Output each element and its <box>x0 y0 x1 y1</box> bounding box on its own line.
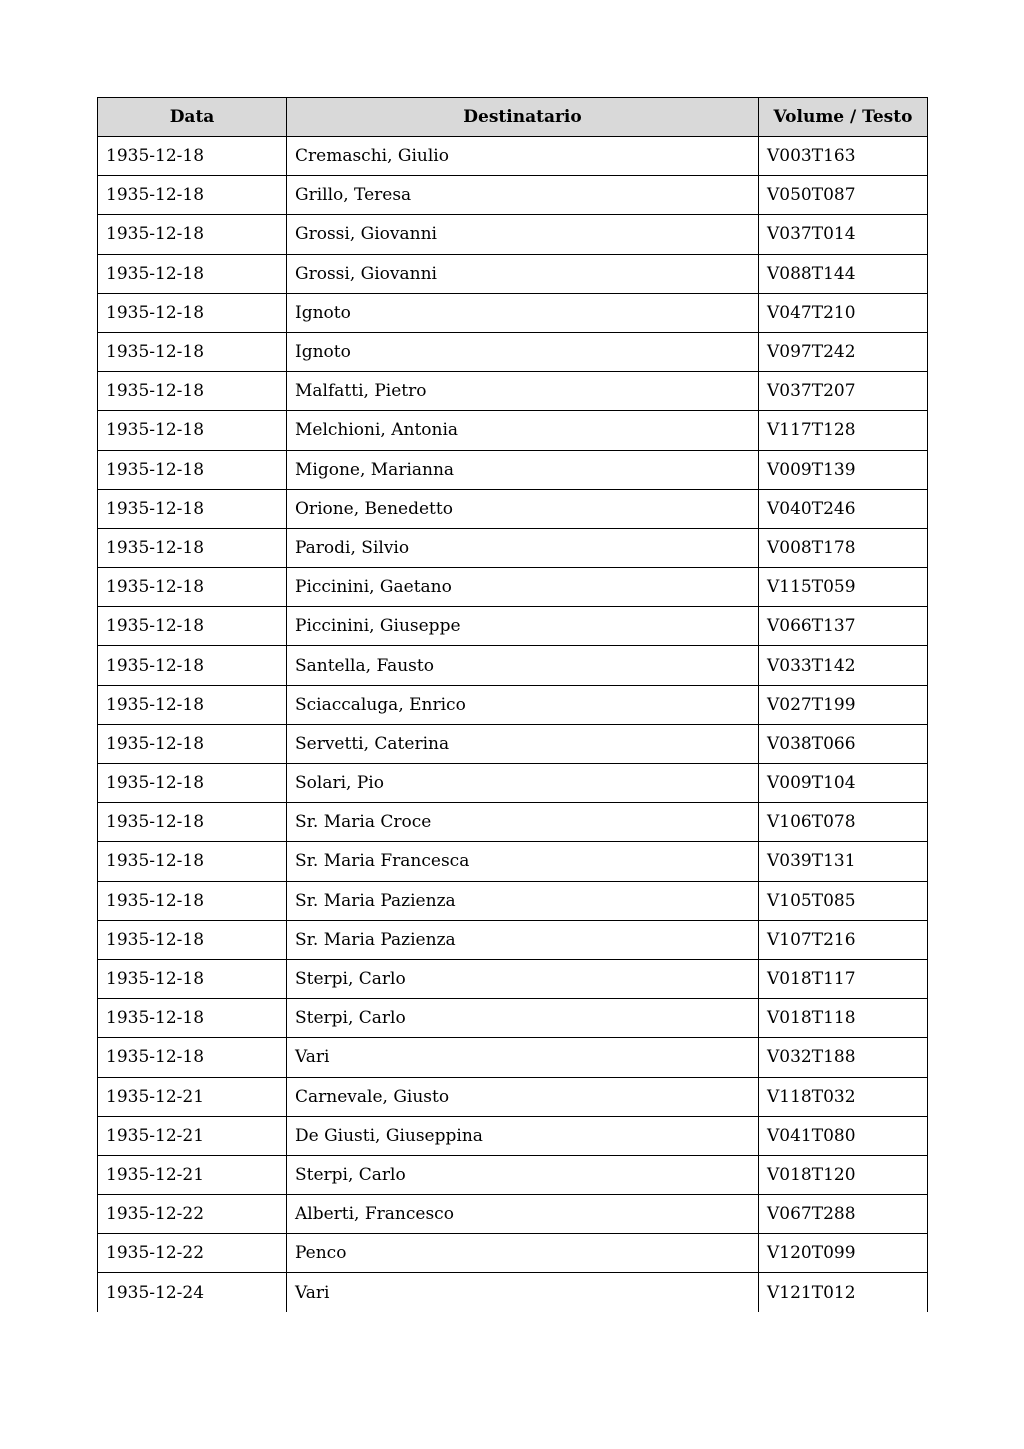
cell-date: 1935-12-24 <box>98 1273 287 1312</box>
table-row <box>98 568 928 607</box>
table-row <box>98 372 928 411</box>
cell-date: 1935-12-18 <box>98 489 287 528</box>
cell-volume: V027T199 <box>759 685 928 724</box>
cell-volume: V097T242 <box>759 332 928 371</box>
cell-volume: V066T137 <box>759 607 928 646</box>
cell-date: 1935-12-18 <box>98 803 287 842</box>
cell-recipient: Orione, Benedetto <box>287 489 759 528</box>
cell-volume: V041T080 <box>759 1116 928 1155</box>
header-date: Data <box>98 98 287 137</box>
table-row <box>98 1155 928 1194</box>
cell-volume: V018T120 <box>759 1155 928 1194</box>
table-row <box>98 764 928 803</box>
cell-volume: V037T014 <box>759 215 928 254</box>
table-body <box>98 137 928 1313</box>
table-row <box>98 646 928 685</box>
cell-volume: V037T207 <box>759 372 928 411</box>
cell-volume: V067T288 <box>759 1195 928 1234</box>
table-row <box>98 254 928 293</box>
table-row <box>98 137 928 176</box>
cell-recipient: Penco <box>287 1234 759 1273</box>
cell-recipient: Migone, Marianna <box>287 450 759 489</box>
cell-volume: V009T139 <box>759 450 928 489</box>
cell-volume: V040T246 <box>759 489 928 528</box>
cell-date: 1935-12-22 <box>98 1195 287 1234</box>
cell-recipient: Melchioni, Antonia <box>287 411 759 450</box>
table-row <box>98 999 928 1038</box>
cell-recipient: Piccinini, Giuseppe <box>287 607 759 646</box>
cell-recipient: Sr. Maria Pazienza <box>287 920 759 959</box>
cell-date: 1935-12-18 <box>98 920 287 959</box>
cell-recipient: Carnevale, Giusto <box>287 1077 759 1116</box>
table-row <box>98 293 928 332</box>
table-row <box>98 920 928 959</box>
table-row <box>98 450 928 489</box>
cell-date: 1935-12-21 <box>98 1077 287 1116</box>
cell-date: 1935-12-18 <box>98 842 287 881</box>
cell-recipient: Grossi, Giovanni <box>287 215 759 254</box>
table-row <box>98 1116 928 1155</box>
cell-volume: V008T178 <box>759 528 928 567</box>
cell-date: 1935-12-22 <box>98 1234 287 1273</box>
table-row <box>98 1234 928 1273</box>
cell-date: 1935-12-18 <box>98 999 287 1038</box>
table-row <box>98 1195 928 1234</box>
cell-volume: V033T142 <box>759 646 928 685</box>
header-recipient: Destinatario <box>287 98 759 137</box>
cell-volume: V003T163 <box>759 137 928 176</box>
cell-date: 1935-12-18 <box>98 607 287 646</box>
table-row <box>98 685 928 724</box>
cell-recipient: Malfatti, Pietro <box>287 372 759 411</box>
cell-date: 1935-12-18 <box>98 764 287 803</box>
cell-volume: V117T128 <box>759 411 928 450</box>
cell-recipient: Parodi, Silvio <box>287 528 759 567</box>
cell-date: 1935-12-18 <box>98 137 287 176</box>
cell-volume: V121T012 <box>759 1273 928 1312</box>
cell-volume: V107T216 <box>759 920 928 959</box>
cell-date: 1935-12-21 <box>98 1116 287 1155</box>
cell-date: 1935-12-18 <box>98 176 287 215</box>
cell-volume: V115T059 <box>759 568 928 607</box>
cell-date: 1935-12-18 <box>98 450 287 489</box>
cell-recipient: Santella, Fausto <box>287 646 759 685</box>
table-row <box>98 176 928 215</box>
cell-date: 1935-12-18 <box>98 254 287 293</box>
table-row <box>98 724 928 763</box>
cell-volume: V106T078 <box>759 803 928 842</box>
cell-recipient: Solari, Pio <box>287 764 759 803</box>
cell-recipient: Sciaccaluga, Enrico <box>287 685 759 724</box>
cell-volume: V009T104 <box>759 764 928 803</box>
cell-volume: V118T032 <box>759 1077 928 1116</box>
table-row <box>98 959 928 998</box>
header-row <box>98 98 928 137</box>
table-row <box>98 607 928 646</box>
cell-recipient: Sr. Maria Francesca <box>287 842 759 881</box>
cell-date: 1935-12-18 <box>98 959 287 998</box>
cell-date: 1935-12-21 <box>98 1155 287 1194</box>
cell-date: 1935-12-18 <box>98 293 287 332</box>
cell-recipient: Sterpi, Carlo <box>287 999 759 1038</box>
cell-recipient: De Giusti, Giuseppina <box>287 1116 759 1155</box>
cell-recipient: Sr. Maria Pazienza <box>287 881 759 920</box>
cell-date: 1935-12-18 <box>98 332 287 371</box>
table-row <box>98 528 928 567</box>
cell-recipient: Grossi, Giovanni <box>287 254 759 293</box>
cell-volume: V032T188 <box>759 1038 928 1077</box>
table-row <box>98 881 928 920</box>
cell-recipient: Ignoto <box>287 332 759 371</box>
table-row <box>98 1273 928 1312</box>
cell-recipient: Sterpi, Carlo <box>287 959 759 998</box>
cell-recipient: Vari <box>287 1038 759 1077</box>
cell-date: 1935-12-18 <box>98 372 287 411</box>
table-row <box>98 1077 928 1116</box>
cell-recipient: Servetti, Caterina <box>287 724 759 763</box>
cell-volume: V105T085 <box>759 881 928 920</box>
cell-recipient: Alberti, Francesco <box>287 1195 759 1234</box>
table-row <box>98 1038 928 1077</box>
cell-date: 1935-12-18 <box>98 881 287 920</box>
table-row <box>98 215 928 254</box>
table-row <box>98 489 928 528</box>
cell-volume: V120T099 <box>759 1234 928 1273</box>
cell-recipient: Sterpi, Carlo <box>287 1155 759 1194</box>
table-header <box>98 98 928 137</box>
cell-recipient: Sr. Maria Croce <box>287 803 759 842</box>
cell-date: 1935-12-18 <box>98 411 287 450</box>
cell-recipient: Grillo, Teresa <box>287 176 759 215</box>
letters-table <box>97 97 928 1312</box>
table-row <box>98 842 928 881</box>
cell-recipient: Vari <box>287 1273 759 1312</box>
cell-date: 1935-12-18 <box>98 646 287 685</box>
header-volume: Volume / Testo <box>759 98 928 137</box>
table-row <box>98 332 928 371</box>
cell-volume: V038T066 <box>759 724 928 763</box>
cell-date: 1935-12-18 <box>98 568 287 607</box>
table-row <box>98 803 928 842</box>
cell-volume: V088T144 <box>759 254 928 293</box>
cell-date: 1935-12-18 <box>98 528 287 567</box>
cell-date: 1935-12-18 <box>98 685 287 724</box>
cell-date: 1935-12-18 <box>98 215 287 254</box>
cell-date: 1935-12-18 <box>98 1038 287 1077</box>
cell-volume: V047T210 <box>759 293 928 332</box>
cell-volume: V018T117 <box>759 959 928 998</box>
cell-volume: V050T087 <box>759 176 928 215</box>
table-row <box>98 411 928 450</box>
cell-recipient: Ignoto <box>287 293 759 332</box>
cell-recipient: Cremaschi, Giulio <box>287 137 759 176</box>
cell-recipient: Piccinini, Gaetano <box>287 568 759 607</box>
cell-volume: V018T118 <box>759 999 928 1038</box>
cell-date: 1935-12-18 <box>98 724 287 763</box>
cell-volume: V039T131 <box>759 842 928 881</box>
